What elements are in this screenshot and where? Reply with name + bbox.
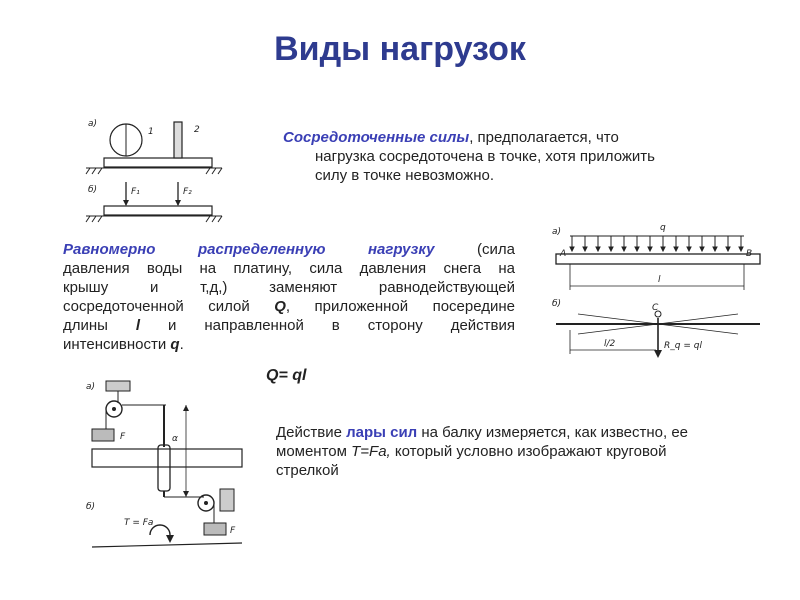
fig2-label-q: q xyxy=(660,223,666,233)
distributed-load-term: Равномерно распределенную нагрузку xyxy=(63,241,435,258)
distributed-line-1-rest: (сила xyxy=(434,241,515,258)
concentrated-text-1: , предполагается, что xyxy=(469,129,619,146)
fig3-label-F1: F xyxy=(120,432,126,442)
distributed-line-2: давления воды на платину, сила давления снега на xyxy=(63,260,515,277)
couple-term: лары сил xyxy=(346,424,418,441)
fig3-clamp xyxy=(158,445,170,491)
distributed-symbol-Q: Q xyxy=(274,298,286,315)
distributed-line-4 xyxy=(63,297,515,316)
fig2-label-l: l xyxy=(658,275,661,285)
fig3-weight-2 xyxy=(204,523,226,535)
couple-paragraph xyxy=(276,423,776,480)
fig1-force-label-2: F₂ xyxy=(183,187,192,197)
fig1-ground-b xyxy=(86,216,222,222)
concentrated-forces-term: Сосредоточенные силы xyxy=(283,129,470,146)
concentrated-text-2: нагрузка сосредоточена в точке, хотя приложить xyxy=(315,148,655,165)
couple-moment: T=Fa, xyxy=(351,443,391,460)
distributed-load-svg xyxy=(548,218,770,363)
fig1-force-label-1: F₁ xyxy=(131,187,140,197)
couple-svg xyxy=(80,375,250,555)
fig1-num-2: 2 xyxy=(194,125,200,135)
fig1-label-a: а) xyxy=(88,119,98,129)
distributed-line-4a: сосредоточенной силой xyxy=(63,298,275,315)
fig3-label-b: б) xyxy=(86,502,96,512)
distributed-line-5b: и направленной в сторону действия xyxy=(140,317,516,334)
fig3-weight-1 xyxy=(92,429,114,441)
fig2-label-B: B xyxy=(746,249,753,259)
fig3-dim-a-top xyxy=(183,405,189,411)
formula-Q-equals-ql: Q= ql xyxy=(266,367,307,384)
fig2-load-arrows xyxy=(570,236,743,251)
couple-figure xyxy=(80,375,250,555)
fig1-force-arrowhead-2 xyxy=(175,200,181,206)
fig2-label-l2: l/2 xyxy=(604,339,616,349)
concentrated-text-3: силу в точке невозможно. xyxy=(315,167,494,184)
distributed-line-5a: длины xyxy=(63,317,136,334)
distributed-line-5 xyxy=(63,316,515,335)
page-title: Виды нагрузок xyxy=(274,30,526,68)
fig2-label-R: R_q = ql xyxy=(664,341,702,351)
fig1-beam-b xyxy=(104,206,212,215)
distributed-line-3: крышу и т,д,) заменяют равнодействующей xyxy=(63,279,515,296)
fig3-beam-b xyxy=(92,543,242,547)
fig1-force-arrowhead-1 xyxy=(123,200,129,206)
concentrated-forces-svg xyxy=(82,112,232,224)
fig2-label-a: а) xyxy=(552,227,562,237)
couple-text-5: стрелкой xyxy=(276,462,339,479)
fig3-label-alpha: α xyxy=(172,434,178,444)
fig3-moment-arrowhead xyxy=(166,535,174,543)
couple-text-1: Действие xyxy=(276,424,347,441)
fig3-pulley-1-center xyxy=(112,407,116,411)
distributed-line-6a: интенсивности xyxy=(63,336,171,353)
couple-text-4: который условно изображают круговой xyxy=(390,443,667,460)
fig1-ground-a xyxy=(86,168,222,174)
fig3-label-F2: F xyxy=(230,526,236,536)
fig3-top-support xyxy=(106,381,130,391)
fig3-side-support xyxy=(220,489,234,511)
distributed-load-figure xyxy=(548,218,770,363)
distributed-line-4b: , приложенной посередине xyxy=(285,298,515,315)
fig3-pulley-2-center xyxy=(204,501,208,505)
fig3-label-a: а) xyxy=(86,382,96,392)
fig1-beam-a xyxy=(104,158,212,167)
distributed-line-1 xyxy=(63,240,515,259)
fig2-label-C: C xyxy=(652,303,659,313)
distributed-line-6b: . xyxy=(179,336,184,353)
distributed-load-paragraph xyxy=(63,240,515,354)
couple-text-3: моментом xyxy=(276,443,352,460)
fig2-label-A: A xyxy=(560,249,567,259)
concentrated-forces-paragraph xyxy=(283,128,753,185)
fig3-label-T: T = Fa xyxy=(124,518,154,528)
fig2-label-b: б) xyxy=(552,299,562,309)
couple-text-2: на балку измеряется, как известно, ее xyxy=(417,424,689,441)
fig2-beam-a xyxy=(556,254,760,264)
fig2-resultant-arrowhead xyxy=(654,350,662,358)
fig1-num-1: 1 xyxy=(148,127,154,137)
distributed-symbol-l: l xyxy=(135,317,141,334)
fig1-post xyxy=(174,122,182,158)
distributed-line-6 xyxy=(63,335,515,354)
concentrated-forces-figure xyxy=(82,112,232,224)
distributed-symbol-q: q xyxy=(170,336,180,353)
fig3-dim-a-bottom xyxy=(183,491,189,497)
fig1-label-b: б) xyxy=(88,185,98,195)
fig3-beam xyxy=(92,449,242,467)
